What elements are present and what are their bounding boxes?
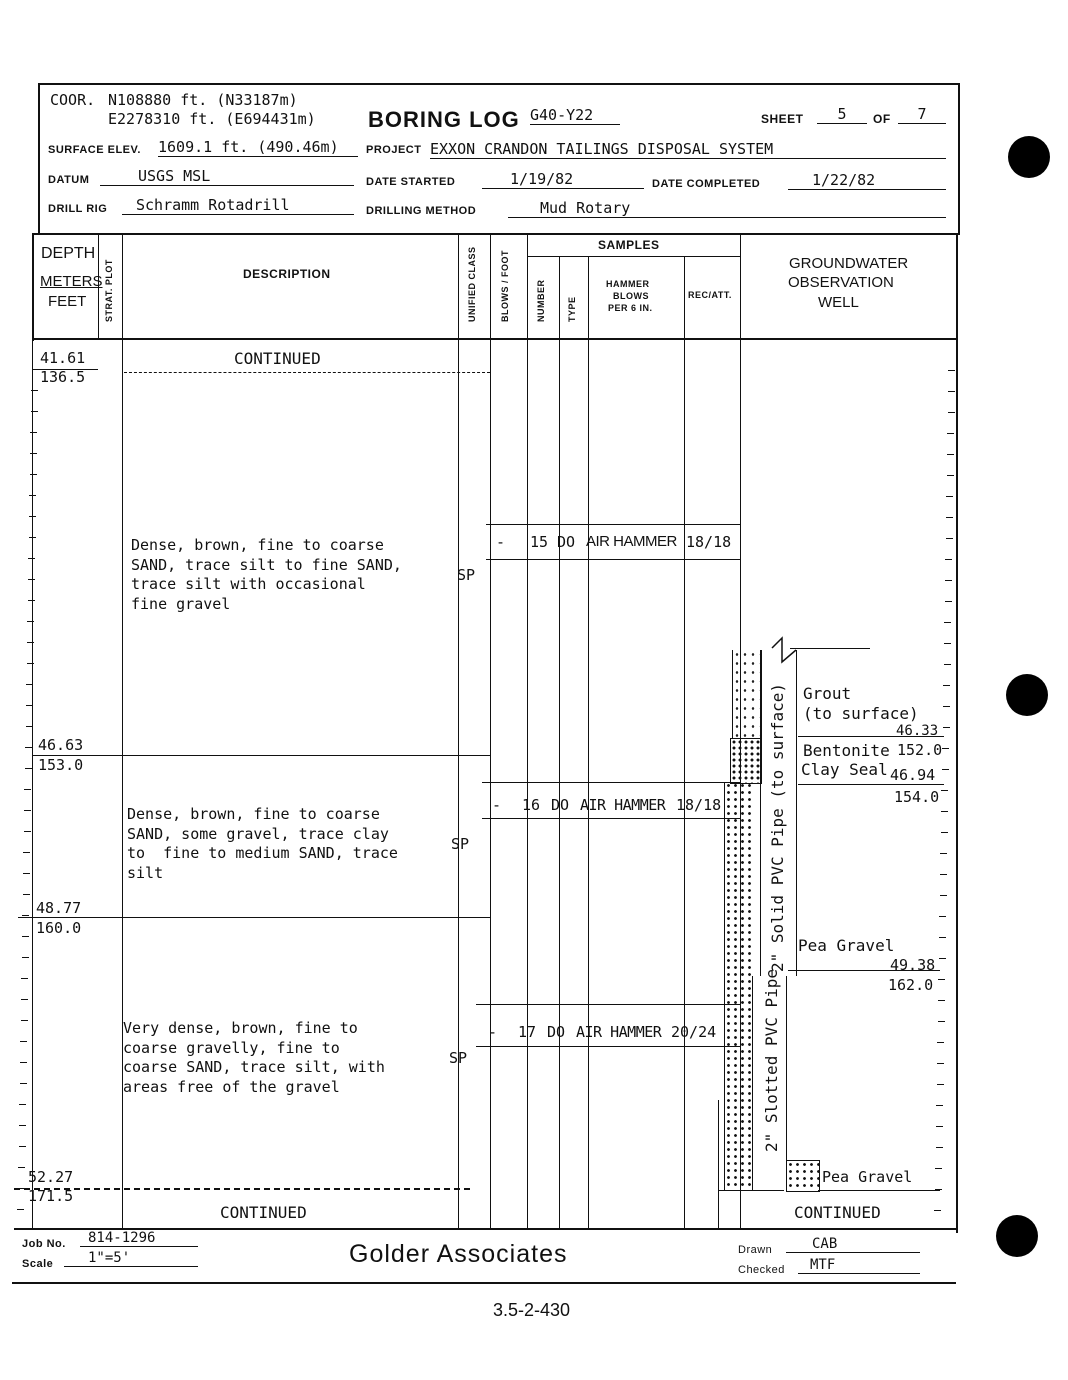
well-depth-tick — [940, 853, 947, 854]
surface-elev: 1609.1 ft. (490.46m) — [158, 138, 358, 157]
job-no-label: Job No. — [22, 1238, 66, 1250]
well-depth-tick — [942, 748, 949, 749]
checked-label: Checked — [738, 1264, 785, 1276]
col-feet: FEET — [48, 293, 87, 310]
drawn-label: Drawn — [738, 1244, 773, 1256]
col-hammer-2: BLOWS — [613, 291, 649, 301]
well-depth-tick — [936, 1147, 943, 1148]
depth-tick — [28, 600, 35, 601]
col-description: DESCRIPTION — [243, 267, 331, 281]
depth-tick — [20, 1083, 27, 1084]
bentonite-bottom-ft: 154.0 — [894, 788, 940, 806]
sample-17-number: 17 — [518, 1023, 537, 1041]
depth-tick — [19, 1146, 26, 1147]
depth-tick — [28, 558, 35, 559]
sheet-label: SHEET — [761, 112, 804, 126]
datum-label: DATUM — [48, 174, 90, 186]
depth-tick — [19, 1125, 26, 1126]
depth-tick — [29, 495, 36, 496]
sample-16-number: 16 — [522, 796, 541, 814]
sample-15-hammer: AIR HAMMER — [586, 533, 677, 550]
col-rec-att: REC/ATT. — [688, 290, 732, 300]
well-depth-tick — [934, 1210, 941, 1211]
sample-17-type: DO — [547, 1023, 566, 1041]
col-meters: METERS — [40, 273, 103, 290]
well-depth-tick — [940, 874, 947, 875]
layer-3-class: SP — [449, 1049, 468, 1067]
bentonite-label-2: Clay Seal — [801, 760, 888, 779]
depth-tick — [24, 789, 31, 790]
well-depth-tick — [946, 496, 953, 497]
grout-label-2: (to surface) — [803, 704, 919, 723]
punch-hole-bottom — [996, 1215, 1038, 1257]
project: EXXON CRANDON TAILINGS DISPOSAL SYSTEM — [430, 140, 946, 159]
depth-tick — [26, 684, 33, 685]
layer-3-description: Very dense, brown, fine to coarse gravelly, fine to coarse SAND, trace silt, with areas free of the gravel — [123, 1019, 385, 1096]
col-blows-foot: BLOWS / FOOT — [500, 250, 510, 322]
boring-id: G40-Y22 — [530, 106, 620, 125]
well-depth-tick — [937, 1063, 944, 1064]
well-depth-tick — [945, 601, 952, 602]
sheet-number: 5 — [817, 105, 867, 124]
bentonite-bottom-m: 46.94 — [890, 766, 936, 784]
pea-gravel-label: Pea Gravel — [798, 936, 895, 955]
slotted-pvc-pipe-label: 2" Slotted PVC Pipe — [762, 968, 781, 1152]
well-depth-tick — [943, 727, 950, 728]
screen-bottom-m: 49.38 — [890, 956, 936, 974]
depth-tick — [18, 1167, 25, 1168]
depth-tick — [30, 474, 37, 475]
well-depth-tick — [946, 517, 953, 518]
checked: MTF — [798, 1257, 920, 1274]
depth-tick — [26, 705, 33, 706]
depth-bottom-ft: 171.5 — [28, 1187, 74, 1205]
well-continued: CONTINUED — [794, 1203, 881, 1222]
well-depth-tick — [941, 811, 948, 812]
depth-tick — [23, 894, 30, 895]
scale: 1"=5' — [64, 1250, 198, 1267]
well-depth-tick — [943, 685, 950, 686]
depth-tick — [26, 726, 33, 727]
depth-2-m: 46.63 — [38, 736, 84, 754]
well-depth-tick — [948, 370, 955, 371]
depth-tick — [22, 957, 29, 958]
coor-easting: E2278310 ft. (E694431m) — [108, 110, 316, 128]
depth-tick — [22, 936, 29, 937]
well-depth-tick — [936, 1105, 943, 1106]
well-depth-tick — [941, 790, 948, 791]
layer-1-class: SP — [457, 566, 476, 584]
depth-tick — [25, 747, 32, 748]
punch-hole-middle — [1006, 674, 1048, 716]
col-hammer-3: PER 6 IN. — [608, 303, 653, 313]
sample-15-blows: - — [496, 533, 506, 551]
depth-tick — [19, 1104, 26, 1105]
drill-rig-label: DRILL RIG — [48, 203, 108, 215]
depth-tick — [31, 411, 38, 412]
bentonite-top-ft: 152.0 — [897, 741, 943, 759]
well-depth-tick — [948, 391, 955, 392]
well-depth-tick — [939, 937, 946, 938]
col-unified-class: UNIFIED CLASS — [467, 246, 477, 322]
layer-2-class: SP — [451, 835, 470, 853]
screen-bottom-ft: 162.0 — [888, 976, 934, 994]
depth-tick — [24, 810, 31, 811]
coor-northing: N108880 ft. (N33187m) — [108, 91, 298, 109]
continued-top: CONTINUED — [234, 349, 321, 368]
grout-bottom-m: 46.33 — [896, 723, 939, 739]
well-depth-tick — [940, 895, 947, 896]
sample-17-blows: - — [488, 1023, 498, 1041]
date-started-label: DATE STARTED — [366, 176, 456, 188]
well-depth-tick — [945, 580, 952, 581]
of-label: OF — [873, 112, 891, 126]
job-no: 814-1296 — [80, 1230, 198, 1247]
layer-2-description: Dense, brown, fine to coarse SAND, some gravel, trace clay to fine to medium SAND, trace silt — [127, 805, 398, 882]
drilling-method: Mud Rotary — [508, 199, 946, 218]
well-depth-tick — [946, 538, 953, 539]
col-well-3: WELL — [818, 294, 859, 311]
well-depth-tick — [938, 1021, 945, 1022]
datum: USGS MSL — [100, 167, 354, 186]
depth-2-ft: 153.0 — [38, 756, 84, 774]
depth-tick — [22, 915, 29, 916]
depth-tick — [17, 1209, 24, 1210]
page-number: 3.5-2-430 — [493, 1300, 571, 1320]
depth-tick — [31, 390, 38, 391]
grout-label-1: Grout — [803, 684, 852, 703]
well-depth-tick — [944, 622, 951, 623]
depth-3-m: 48.77 — [36, 899, 82, 917]
sample-16-rec: 18/18 — [676, 796, 722, 814]
depth-bottom-m: 52.27 — [28, 1168, 74, 1186]
well-depth-tick — [937, 1084, 944, 1085]
well-depth-tick — [943, 706, 950, 707]
well-depth-tick — [947, 433, 954, 434]
well-depth-tick — [939, 916, 946, 917]
depth-tick — [29, 516, 36, 517]
surface-elev-label: SURFACE ELEV. — [48, 144, 141, 156]
col-well-1: GROUNDWATER — [789, 255, 909, 272]
well-depth-tick — [938, 979, 945, 980]
depth-tick — [21, 999, 28, 1000]
depth-tick — [20, 1062, 27, 1063]
depth-tick — [27, 621, 34, 622]
scale-label: Scale — [22, 1258, 54, 1270]
well-depth-tick — [941, 832, 948, 833]
sample-16-type: DO — [551, 796, 570, 814]
well-depth-tick — [938, 1000, 945, 1001]
well-depth-tick — [945, 559, 952, 560]
depth-tick — [24, 831, 31, 832]
well-depth-tick — [947, 454, 954, 455]
sheet-total: 7 — [898, 105, 946, 124]
well-depth-tick — [944, 643, 951, 644]
depth-tick — [21, 978, 28, 979]
well-depth-tick — [944, 664, 951, 665]
sample-16-hammer: AIR HAMMER — [580, 796, 666, 814]
well-depth-tick — [947, 475, 954, 476]
well-depth-tick — [936, 1126, 943, 1127]
company-name: Golder Associates — [349, 1240, 568, 1268]
well-depth-tick — [942, 769, 949, 770]
sample-15-type: DO — [557, 533, 576, 551]
continued-bottom: CONTINUED — [220, 1203, 307, 1222]
depth-tick — [20, 1041, 27, 1042]
depth-tick — [29, 537, 36, 538]
sample-17-hammer: AIR HAMMER — [576, 1023, 662, 1041]
col-strat-plot: STRAT. PLOT — [104, 259, 114, 322]
pea-gravel-bottom-label: Pea Gravel — [822, 1168, 913, 1186]
bentonite-label-1: Bentonite — [803, 741, 890, 760]
col-hammer-1: HAMMER — [606, 279, 650, 289]
depth-tick — [25, 768, 32, 769]
depth-tick — [30, 432, 37, 433]
depth-tick — [21, 1020, 28, 1021]
depth-tick — [28, 579, 35, 580]
depth-tick — [23, 852, 30, 853]
sample-17-rec: 20/24 — [671, 1023, 717, 1041]
drilling-method-label: DRILLING METHOD — [366, 205, 477, 217]
depth-top-ft: 136.5 — [40, 368, 86, 386]
depth-top-m: 41.61 — [40, 349, 86, 367]
sample-16-blows: - — [492, 796, 502, 814]
project-label: PROJECT — [366, 144, 422, 156]
date-completed: 1/22/82 — [788, 171, 946, 190]
solid-pvc-pipe-label: 2" Solid PVC Pipe (to surface) — [768, 683, 787, 972]
drill-rig: Schramm Rotadrill — [122, 196, 354, 215]
date-completed-label: DATE COMPLETED — [652, 178, 761, 190]
col-number: NUMBER — [536, 279, 546, 322]
well-depth-tick — [939, 958, 946, 959]
well-depth-tick — [948, 412, 955, 413]
depth-tick — [27, 663, 34, 664]
sample-15-number: 15 — [530, 533, 549, 551]
depth-3-ft: 160.0 — [36, 919, 82, 937]
col-type: TYPE — [567, 296, 577, 322]
depth-tick — [30, 453, 37, 454]
well-depth-tick — [935, 1168, 942, 1169]
depth-tick — [27, 642, 34, 643]
coor-label: COOR. — [50, 91, 96, 109]
col-depth: DEPTH — [41, 245, 96, 262]
layer-1-description: Dense, brown, fine to coarse SAND, trace silt to fine SAND, trace silt with occasional fine gravel — [131, 536, 402, 613]
col-samples: SAMPLES — [598, 238, 660, 252]
boring-log-title: BORING LOG — [368, 107, 520, 132]
punch-hole-top — [1008, 136, 1050, 178]
date-started: 1/19/82 — [482, 170, 644, 189]
depth-tick — [23, 873, 30, 874]
well-depth-tick — [937, 1042, 944, 1043]
sample-15-rec: 18/18 — [686, 533, 732, 551]
drawn: CAB — [786, 1236, 920, 1253]
col-well-2: OBSERVATION — [788, 274, 894, 291]
